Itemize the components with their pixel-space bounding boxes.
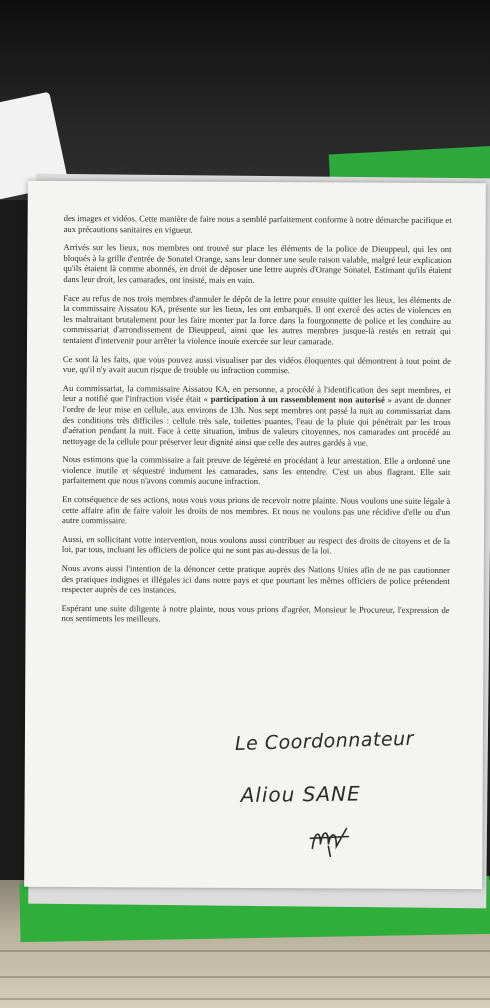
letter-page: [24, 181, 486, 889]
paragraph-text: » avant de donner l'ordre de leur mise en cellule, aux environs de 13h. Nos sept membres ont passé la nuit au commissariat dans des conditions très difficiles : cellule très sale, toilettes puantes, l'eau de la pluie qui pénétrait par les trous d'aération pendant la nuit. Face à cette situation, imbus de valeurs citoyennes, nos camarades ont procédé au nettoyage de la cellule pour préserver leur dignité ainsi que celle des autres gardés à vue.: [62, 394, 451, 448]
fabric-stripe: [0, 950, 490, 952]
paragraph: Nous estimons que la commissaire a fait preuve de légèreté en procédant à leur arrestation. Elle a ordonné une violence inutile et séquestré indument les camarades, sans les entendre. C'est un abus flagrant. Elle sait parfaitement que nous n'avons commis aucune infraction.: [62, 454, 451, 487]
paragraph: Ce sont là les faits, que vous pouvez aussi visualiser par des vidéos éloquentes qui démontrent à tout point de vue, qu'il n'y avait aucun risque de trouble ou infraction commise.: [62, 353, 451, 376]
paragraph: Arrivés sur les lieux, nos membres ont trouvé sur place les éléments de la police de Dieuppeul, qui les ont bloqués à la grille d'entrée de Sonatel Orange, sans leur donner une seule raison valable, malgré leur explication qu'ils étaient là comme abonnés, en droit de déposer une lettre auprès d'Orange Sonatel. Estimant qu'ils étaient dans leur droit, les camarades, ont insisté, mais en vain.: [63, 242, 452, 285]
fabric-stripe: [0, 998, 490, 1000]
paragraph: Espérant une suite diligente à notre plainte, nous vous prions d'agréer, Monsieur le Procureur, l'expression de nos sentiments les meilleurs.: [61, 602, 450, 624]
paragraph: [62, 383, 450, 449]
paragraph: Aussi, en sollicitant votre intervention, nous voulons aussi contribuer au respect des droits de citoyens et de la loi, par tous, incluant les officiers de police qui ne sont pas au-dessus de la loi.: [61, 533, 450, 556]
paragraph: En conséquence de ses actions, nous vous vous prions de recevoir notre plainte. Nous voulons une suite légale à cette affaire afin de faire valoir les droits de nos membres. Et nous ne voulons pas une récidive d'elle ou d'un autre commissaire.: [62, 494, 451, 526]
signature-title: Le Coordonnateur: [234, 727, 415, 756]
signature-name: Aliou SANE: [240, 781, 361, 807]
offense-bold-text: participation à un rassemblement non autorisé: [210, 394, 385, 405]
paragraph: des images et vidéos. Cette manière de faire nous a semblé parfaitement conforme à notre démarche pacifique et aux précautions sanitaires en vigueur.: [63, 212, 452, 235]
fabric-stripe: [0, 976, 490, 978]
paragraph: Face au refus de nos trois membres d'annuler le dépôt de la lettre pour ensuite quitter les lieux, les éléments de la commissaire Aissatou KA, présente sur les lieux, les ont embarqués. Il ont exercé des actes de violences en les maltraitant brutalement pour les faire monter par la force dans la fourgonnette de police et les conduire au commissariat d'arrondissement de Dieuppeul, ainsi que les autres membres jusque-là restés en retrait qui tentaient d'intervenir pour arrêter la violence inouïe exercée sur leur camarade.: [62, 292, 452, 347]
letter-body: [61, 213, 451, 634]
paragraph: Nous avons aussi l'intention de la dénoncer cette pratique auprès des Nations Unies afin de ne pas cautionner des pratiques indignes et illégales ici dans notre pays et que pourtant les mêmes officiers de police prétendent respecter auprès de ces instances.: [61, 563, 450, 595]
paragraph-text: Au commissariat, la commissaire Aissatou KA, en personne, a procédé à l'identification des sept membres, et leur a notifié que l'infraction visée était «: [62, 382, 451, 405]
handwritten-signature-mark: [306, 818, 352, 858]
